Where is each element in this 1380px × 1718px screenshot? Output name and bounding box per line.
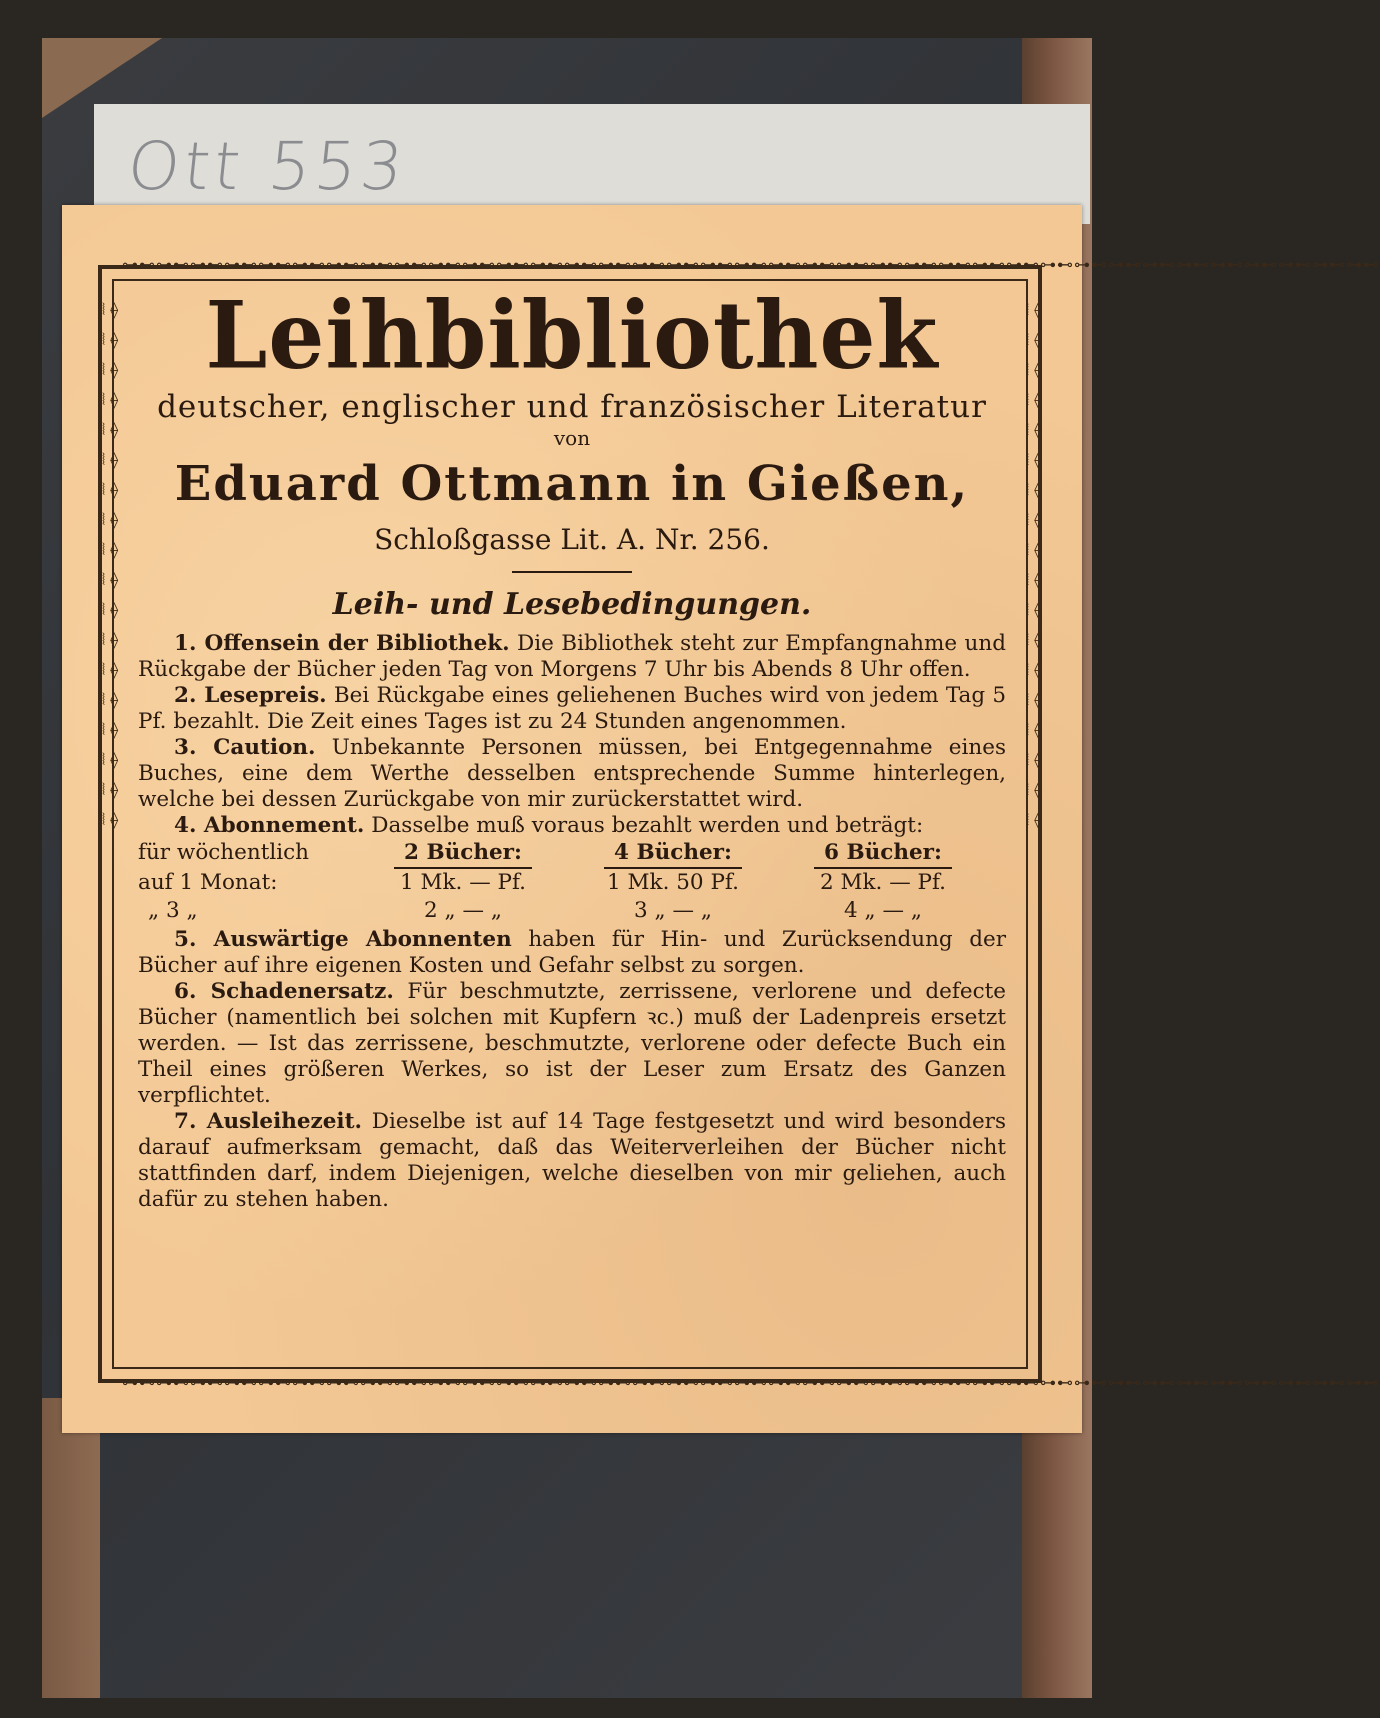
tariff-header: 4 Bücher: [604, 839, 742, 869]
library-title: Leihbibliothek [205, 280, 939, 390]
section-item [138, 631, 1006, 683]
tariff-header-cell [778, 839, 988, 869]
section-text: Dieselbe ist auf 14 Tage festgesetzt und wird besonders darauf aufmerksam gemacht, daß das Weiterverleihen der Bücher nicht stattfinden darf, indem Diejenigen, welche dieselben von mir geliehen, auch dafür zu stehen haben. [138, 1109, 1006, 1212]
section-text: Unbekannte Personen müssen, bei Entgegennahme eines Buches, eine dem Werthe desselben entsprechende Summe hinterlegen, welche bei dessen Zurückgabe von mir zurückerstattet wird. [138, 735, 1006, 812]
section-label: 6. Schadenersatz. [174, 979, 394, 1004]
tariff-cell: 2 Mk. — Pf. [819, 870, 947, 895]
section-label: 2. Lesepreis. [174, 683, 327, 708]
tariff-cell: 3 „ — „ [634, 898, 712, 923]
tariff-table [138, 839, 1006, 925]
owner-name: Eduard Ottmann in Gießen, [174, 456, 970, 512]
label-content [138, 280, 1007, 1213]
section-item [138, 1109, 1006, 1213]
tariff-cell: 1 Mk. 50 Pf. [607, 870, 739, 895]
section-label: 7. Ausleihezeit. [174, 1109, 363, 1134]
ornament-top: ⊶⊷⊶⊷⊶⊷⊶⊷⊶⊷⊶⊷⊶⊷⊶⊷⊶⊷⊶⊷⊶⊷⊶⊷⊶⊷⊶⊷⊶⊷⊶⊷⊶⊷⊶⊷⊶⊷⊶⊷⊶⊷⊶⊷⊶⊷⊶⊷⊶⊷⊶⊷⊶⊷⊶⊷⊶⊷⊶⊷⊶⊷⊶⊷⊶⊷⊶⊷⊶⊷⊶⊷⊶⊷ [122, 255, 1380, 274]
tariff-header: 6 Bücher: [814, 839, 952, 869]
section-text: Dasselbe muß voraus bezahlt werden und beträgt: [371, 813, 924, 838]
section-text: Bei Rückgabe eines geliehenen Buches wird von jedem Tag 5 Pf. bezahlt. Die Zeit eines Tages ist zu 24 Stunden angenommen. [138, 683, 1006, 734]
conditions-heading: Leih- und Lesebedingungen. [332, 587, 812, 622]
ornament-bottom: ⊶⊷⊶⊷⊶⊷⊶⊷⊶⊷⊶⊷⊶⊷⊶⊷⊶⊷⊶⊷⊶⊷⊶⊷⊶⊷⊶⊷⊶⊷⊶⊷⊶⊷⊶⊷⊶⊷⊶⊷⊶⊷⊶⊷⊶⊷⊶⊷⊶⊷⊶⊷⊶⊷⊶⊷⊶⊷⊶⊷⊶⊷⊶⊷⊶⊷⊶⊷⊶⊷⊶⊷⊶⊷ [122, 1373, 1380, 1392]
tariff-header-row [138, 839, 1006, 869]
section-label: 3. Caution. [174, 735, 316, 760]
tariff-row [138, 869, 1006, 897]
tariff-cell: „ 3 „ [148, 898, 198, 923]
tariff-header: für wöchentlich [138, 840, 310, 865]
tariff-cell: 1 Mk. — Pf. [399, 870, 527, 895]
shelfmark: Ott 553 [123, 128, 411, 205]
section-text: haben für Hin- und Zurücksendung der Bücher auf ihre eigenen Kosten und Gefahr selbst zu sorgen. [138, 927, 1007, 978]
section-item [138, 735, 1006, 813]
tariff-cell: 2 „ — „ [424, 898, 502, 923]
tariff-header-cell [568, 839, 778, 869]
section-label: 1. Offensein der Bibliothek. [174, 631, 510, 656]
section-list [138, 631, 1006, 839]
section-item [138, 813, 1006, 839]
owner-address: Schloßgasse Lit. A. Nr. 256. [374, 523, 770, 556]
section-label: 5. Auswärtige Abonnenten [174, 927, 512, 952]
ornament-left: ⦚ ⟠ ⦚ ⟠ ⦚ ⟠ ⦚ ⟠ ⦚ ⟠ ⦚ ⟠ ⦚ ⟠ ⦚ ⟠ ⦚ ⟠ ⦚ ⟠ ⦚ ⟠ ⦚ ⟠ ⦚ ⟠ ⦚ ⟠ ⦚ ⟠ ⦚ ⟠ ⦚ ⟠ ⦚ ⟠ [101, 300, 119, 829]
tariff-row [138, 897, 1006, 925]
section-item [138, 683, 1006, 735]
section-text: Für beschmutzte, zerrissene, verlorene und defecte Bücher (namentlich bei solchen mit Kupfern ꝛc.) muß der Ladenpreis ersetzt werden. — Ist das zerrissene, beschmutzte, verlorene oder defecte Buch ein Theil eines größeren Werkes, so ist der Leser zum Ersatz des Ganzen verpflichtet. [138, 979, 1006, 1108]
library-subtitle: deutscher, englischer und französischer Literatur [157, 389, 987, 425]
library-label [62, 205, 1380, 1433]
tariff-header: 2 Bücher: [394, 839, 532, 869]
section-item [138, 927, 1006, 979]
section-list-2 [138, 927, 1006, 1213]
ornament-right: ⦚ ⟠ ⦚ ⟠ ⦚ ⟠ ⦚ ⟠ ⦚ ⟠ ⦚ ⟠ ⦚ ⟠ ⦚ ⟠ ⦚ ⟠ ⦚ ⟠ ⦚ ⟠ ⦚ ⟠ ⦚ ⟠ ⦚ ⟠ ⦚ ⟠ ⦚ ⟠ ⦚ ⟠ ⦚ ⟠ [1025, 300, 1043, 829]
tariff-header-cell [358, 839, 568, 869]
divider [512, 571, 632, 573]
section-label: 4. Abonnement. [174, 813, 365, 838]
leather-corner-bottom [42, 1398, 100, 1698]
tariff-cell: 4 „ — „ [844, 898, 922, 923]
von-text: von [553, 426, 591, 450]
section-item [138, 979, 1006, 1109]
section-text: Die Bibliothek steht zur Empfangnahme und Rückgabe der Bücher jeden Tag von Morgens 7 Uhr bis Abends 8 Uhr offen. [138, 631, 1006, 682]
tariff-cell: auf 1 Monat: [138, 870, 278, 895]
